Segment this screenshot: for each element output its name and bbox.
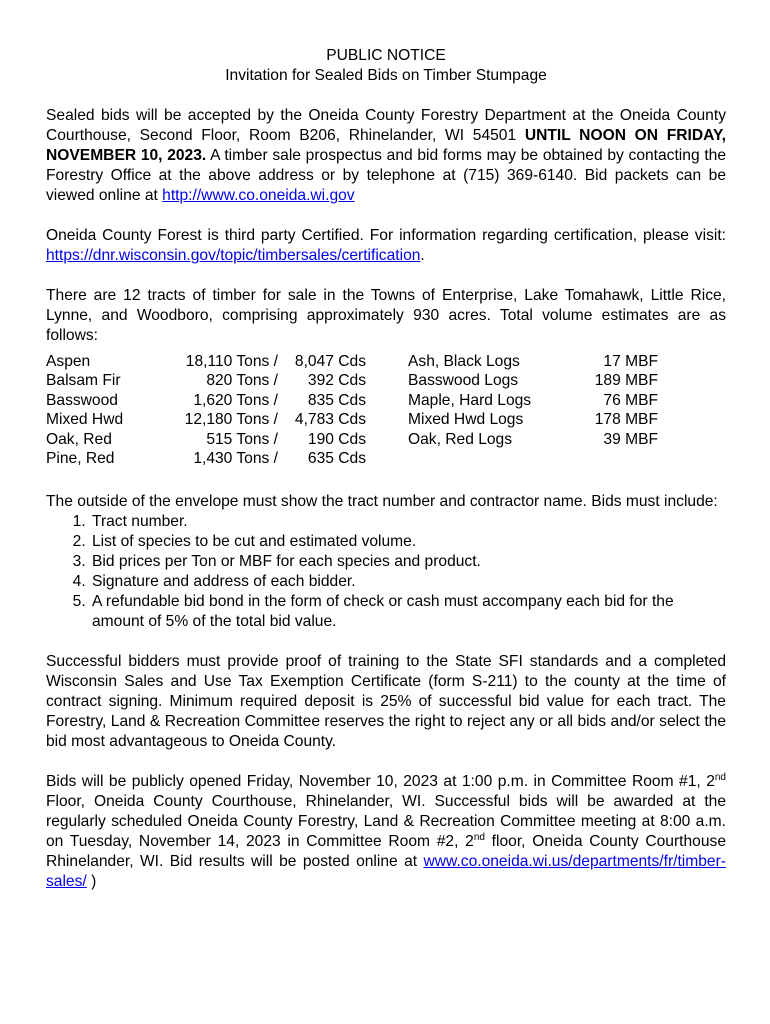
tons-value: 1,430 Tons /	[193, 449, 278, 467]
species-name: Maple, Hard Logs	[408, 391, 532, 409]
species-name: Ash, Black Logs	[408, 353, 520, 370]
mbf-value: 76 MBF	[603, 391, 658, 409]
tons-value: 1,620 Tons /	[193, 391, 278, 409]
table-row	[46, 352, 366, 371]
species-name: Balsam Fir	[46, 372, 121, 390]
para6-end: )	[86, 873, 97, 890]
cords-value: 392 Cds	[307, 372, 366, 390]
mbf-value: 178 MBF	[594, 411, 658, 429]
log-volume-table	[408, 352, 658, 449]
certification-paragraph	[46, 226, 726, 266]
tons-value: 515 Tons /	[206, 430, 278, 448]
timber-sales-link[interactable]: www.co.oneida.wi.us/departments/fr/timber-sales/	[46, 853, 726, 890]
tons-value: 12,180 Tons /	[184, 411, 278, 429]
table-row	[408, 430, 658, 449]
species-name: Basswood	[46, 391, 118, 409]
table-row	[46, 430, 366, 449]
species-name: Mixed Hwd Logs	[408, 411, 524, 429]
bid-opening-paragraph	[46, 772, 726, 892]
bid-instructions-paragraph	[46, 106, 726, 206]
species-name: Aspen	[46, 353, 91, 370]
table-row	[46, 410, 366, 429]
public-notice-document	[46, 46, 726, 892]
ordinal-suffix: nd	[473, 831, 485, 843]
county-website-link[interactable]: http://www.co.oneida.wi.gov	[162, 187, 355, 204]
tracts-paragraph: There are 12 tracts of timber for sale in the Towns of Enterprise, Lake Tomahawk, Little Rice, Lynne, and Woodboro, comprising approximately 930 acres. Total volume estimates are as follows:	[46, 287, 726, 344]
pulp-volume-table	[46, 352, 366, 468]
table-row	[408, 410, 658, 429]
species-name: Pine, Red	[46, 449, 115, 467]
volume-estimates	[46, 352, 726, 470]
cords-value: 835 Cds	[307, 391, 366, 409]
para2-text: Oneida County Forest is third party Certified. For information regarding certification, please visit:	[46, 227, 726, 244]
tons-value: 18,110 Tons /	[185, 353, 278, 370]
list-item: 1. Tract number.	[90, 512, 726, 532]
table-row	[46, 449, 366, 468]
table-row	[46, 391, 366, 410]
mbf-value: 189 MBF	[594, 372, 658, 390]
para1-text-b: A timber sale prospectus and bid forms may be obtained by contacting the Forestry Office at the above address or by telephone at (715) 369-6140. Bid packets can be viewed online at	[46, 147, 726, 204]
ordinal-suffix: nd	[714, 771, 726, 783]
table-row	[408, 371, 658, 390]
cords-value: 8,047 Cds	[294, 353, 366, 370]
cords-value: 190 Cds	[307, 430, 366, 448]
para2-end: .	[420, 247, 425, 264]
notice-subtitle: Invitation for Sealed Bids on Timber Stumpage	[225, 67, 547, 84]
para6-text-a: Bids will be publicly opened Friday, November 10, 2023 at 1:00 p.m. in Committee Room #1, 2	[46, 773, 715, 790]
list-item: 3. Bid prices per Ton or MBF for each species and product.	[90, 552, 726, 572]
mbf-value: 17 MBF	[603, 353, 658, 370]
species-name: Oak, Red	[46, 430, 112, 448]
bid-requirements-list	[46, 512, 726, 632]
cords-value: 4,783 Cds	[294, 411, 366, 429]
para6-text-b: Floor, Oneida County Courthouse, Rhinelander, WI. Successful bids will be awarded at the regularly scheduled Oneida County Forestry, Land & Recreation Committee meeting at 8:00 a.m. on Tuesday, November 14, 2023 in Committee Room #2, 2	[46, 793, 726, 850]
table-row	[46, 371, 366, 390]
para6-text-c: floor, Oneida County Courthouse Rhinelander, WI. Bid results will be posted online at	[46, 833, 726, 870]
deadline-text: UNTIL NOON ON FRIDAY, NOVEMBER 10, 2023.	[46, 127, 726, 164]
species-name: Mixed Hwd	[46, 411, 124, 429]
list-item: 4. Signature and address of each bidder.	[90, 572, 726, 592]
list-item: 2. List of species to be cut and estimated volume.	[90, 532, 726, 552]
table-row	[408, 352, 658, 371]
certification-link[interactable]: https://dnr.wisconsin.gov/topic/timbersales/certification	[46, 247, 421, 264]
tons-value: 820 Tons /	[206, 372, 278, 390]
table-row	[408, 391, 658, 410]
para1-text-a: Sealed bids will be accepted by the Oneida County Forestry Department at the Oneida County Courthouse, Second Floor, Room B206, Rhinelander, WI 54501	[46, 107, 726, 144]
species-name: Oak, Red Logs	[408, 430, 513, 448]
notice-title: PUBLIC NOTICE	[326, 47, 446, 64]
successful-bidders-paragraph: Successful bidders must provide proof of training to the State SFI standards and a completed Wisconsin Sales and Use Tax Exemption Certificate (form S-211) to the county at the time of contract signing. Minimum required deposit is 25% of successful bid value for each tract. The Forestry, Land & Recreation Committee reserves the right to reject any or all bids and/or select the bid most advantageous to Oneida County.	[46, 653, 726, 750]
envelope-requirements: The outside of the envelope must show the tract number and contractor name. Bids must include:	[46, 493, 718, 510]
species-name: Basswood Logs	[408, 372, 519, 390]
cords-value: 635 Cds	[307, 449, 366, 467]
list-item: 5. A refundable bid bond in the form of check or cash must accompany each bid for the amount of 5% of the total bid value.	[90, 592, 726, 632]
mbf-value: 39 MBF	[603, 430, 658, 448]
